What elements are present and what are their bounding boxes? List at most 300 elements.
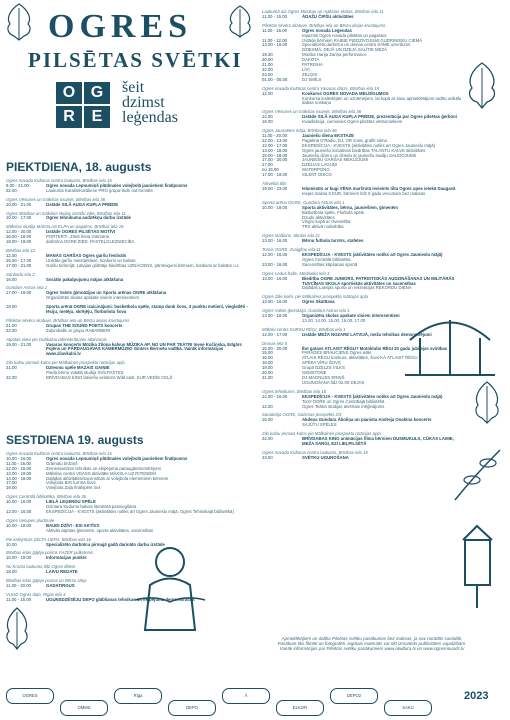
event-location: Brīvības ielas gājēju posms FAZER pulkstenis: [6, 550, 94, 556]
event-title: Dzintara Sodumu balvas literatūrā pasniegšana: [46, 504, 137, 510]
event-row: [6, 278, 251, 283]
event-title: GEMSTONE: [302, 370, 327, 376]
event-time: 22.00: [6, 375, 17, 380]
event-row: [6, 216, 251, 221]
event-title: PARĀDES BRAUCIENS Ogres ielās: [302, 350, 372, 356]
event-title: ATLAIS RĒGU konkurs, aktivitātes, šovs KĀ ATLAIST RĒGU: [302, 355, 418, 361]
event-title: JAUNIEŠU GARŠAS MEKLĒJUMI: [302, 157, 369, 163]
event-row: [262, 381, 467, 386]
event-location: Pilsētas skvēra skatuve, Brīvības iela un Bērzu alejas krustojums: [6, 317, 130, 323]
event-row: [262, 263, 467, 268]
event-location: Ogres Vēstures un mākslas muzejs, Brīvības iela 36: [6, 196, 106, 202]
event-title: DJ MAGNUSS ERIŅŠ: [302, 375, 345, 380]
event-time: 12.00 - 15.00: [6, 465, 32, 471]
event-time: 21.00: [6, 365, 17, 371]
event-time: 16.00: [6, 276, 17, 282]
event-location: Laukumā aiz Ogres Mūzikas un mākslas skolas, Brīvības iela 11: [262, 9, 384, 14]
event-group: [262, 110, 467, 125]
event-title: Ogres novada Leģendas: [302, 27, 352, 33]
event-title: Organizētās skolas apskate visiem interesentiem: [46, 295, 140, 301]
event-time: 12.00 - 16.00: [262, 393, 288, 399]
event-title: Bērnu futbola turnīrs, stafetes: [302, 238, 364, 244]
title-pilsetas-svetki: PILSĒTAS SVĒTKI: [28, 48, 243, 72]
logo-letter-g: G: [84, 82, 110, 104]
event-group: [6, 179, 251, 194]
event-time: 18.00: [262, 360, 273, 366]
event-location: No Krasta laukuma līdz Ogres tiltiem: [6, 564, 76, 570]
event-time: 10.00 - 17.00: [6, 215, 32, 221]
event-time: 19.00: [262, 365, 273, 371]
event-time: 12.00 - 20.00: [6, 229, 32, 235]
event-title: Sociālo pakalpojumu mājas atklāšana: [46, 276, 124, 282]
oak-leaf-icon: [462, 60, 502, 110]
event-time: 17.00 - 19.00: [262, 172, 288, 178]
event-title: Ēst gatavs ATLAIST RĒGU? Motoklubs RĒGI 20 gadu jubilejas svinības: [302, 345, 448, 351]
event-title: BRĪVDABAS KINO latviešu vesterns Wild east. KUR VEDĪS CEĻŠ: [46, 375, 173, 380]
event-group: [262, 413, 467, 428]
event-location: Ogres Centrālā bibliotēka, Brīvības iela 36: [6, 494, 87, 500]
event-row: [6, 529, 251, 534]
event-location: Ogres Mūzikas un mākslas skolas izstāžu zāle, Brīvības iela 11: [6, 210, 126, 216]
event-row: [6, 189, 251, 194]
event-title: Tornī OGRE un Ogres Centrālajā bibliotēkā: [302, 398, 385, 404]
event-time: 23.00: [262, 71, 273, 77]
event-title: EKSPEDĪCIJA - KVESTS (aktivitātes notiks arī Ogres Jaunieslu mājā): [302, 142, 436, 148]
event-time: 11.00 - 20.00: [6, 582, 32, 588]
event-time: 12.00: [6, 252, 17, 258]
slogan-line: dzimst: [122, 94, 165, 111]
event-title: PORTERTI. Zīmē Ilona Gūtmane: [46, 234, 110, 240]
event-location: Brīvības ielas gājēju posms un Bērzu aleja: [6, 578, 87, 584]
event-row: [6, 486, 251, 491]
event-location: Zilo kalnu pirmais kalns pie Mālkalnes prospekta rotācijas apļa: [6, 360, 125, 366]
event-title: Dzudo aktivitātes: [302, 214, 335, 220]
event-title: SPĒKA VĪRU ŠOVS: [302, 360, 341, 366]
event-time: 12.00 - 16.00: [6, 508, 32, 514]
event-time: 13.00 - 16.00: [262, 238, 288, 244]
event-title: SAJŪTU SPĒLES: [302, 422, 337, 428]
event-title: Izstāde OGRES PILSĒTAS MOTĪVI: [46, 229, 116, 235]
title-ogres: OGRES: [48, 8, 193, 45]
event-location: Sporta arēna OGRE, Gundara Astras iela 1: [262, 199, 345, 205]
event-title: Unikālo garšu meistarklase, konkursi un balvas: [46, 257, 136, 263]
event-title: Dzīesmu spēle MAZAIS GAIŅIE: [46, 365, 110, 371]
saturday-schedule-right: [262, 10, 467, 465]
event-time: 13.00 - 16.00: [262, 275, 288, 281]
event-title: GADATIRGUS: [46, 582, 75, 588]
event-time: 13.00 - 18.00: [262, 147, 288, 153]
event-row: [262, 120, 467, 125]
event-time: 13.00 - 16.00: [262, 261, 288, 267]
event-title: MANAS GARŠAS Ogres garšu festivāls: [46, 252, 127, 258]
event-title: Ogres Valsts ģimnāzijas un Sporta arēnas OGRE atklāšana: [46, 290, 167, 296]
event-time: 13.00 - 18.00: [262, 313, 288, 319]
event-time: [6, 529, 46, 534]
event-title: UGUNOŠANA līdz 02.00 DEJAS: [302, 379, 365, 385]
event-group: [6, 361, 251, 381]
event-title: Sporta arēnā OGRE izaicinājumi: basketbola spēle, stamp dunk šovs, 3 punktu metieni, vieglatlēti - lēciju, metēju, skrējēju, florbolistu šova: [46, 304, 248, 315]
event-row: [262, 286, 467, 291]
event-group: [262, 182, 467, 197]
event-time: 01.00 - 05.00: [262, 76, 288, 82]
event-title: EKSPEDĪCIJA - KVESTS (aktivitātes notiks arī Ogres Jaunieslu mājā): [302, 393, 443, 399]
event-title: Aktīvās atpūtas ģimenēm, sporta aktivitātes, sacensības: [46, 527, 153, 533]
event-time: 16.00 - 18.00: [6, 234, 32, 240]
event-group: [6, 212, 251, 222]
event-title: 13.00, 14.00, 15.00, 16.00, 17.00: [302, 317, 366, 323]
event-group: [6, 286, 251, 301]
event-title: EKSPEDĪCIJA - KVESTS (aktivitātes notiks arī Ogres Jaunieslu mājā): [302, 251, 443, 257]
event-group: [6, 305, 251, 315]
event-time: 12.00: [262, 114, 273, 120]
event-title: LAIVU REGATE: [46, 569, 78, 575]
event-location: Drovas iela 5: [262, 340, 288, 346]
event-time: 17.00 - 20.00: [262, 157, 288, 163]
event-time: 16.00: [262, 355, 273, 361]
event-location: Ogres tehnikums, Brīvības iela 16: [262, 388, 327, 394]
event-location: Zilo kalnu pirmais kalns pie Mālkalnes prospekta rotācijas apļa: [262, 431, 381, 437]
footer-note-line: Vairāk informācijas par Pilsētas svētku pasākumiem www.okultura.lv un www.ogresnovads.lv: [279, 646, 465, 651]
event-row: [6, 296, 251, 301]
event-time: 19.00 - 21.00: [6, 341, 32, 347]
event-title: Grupa DZELZS VILKS: [302, 365, 345, 371]
event-title: Ogres novada Lepnumiņš plūdmales volejbolā jaunietiem finālposms: [46, 182, 188, 188]
event-time: 17.00: [6, 480, 17, 486]
event-time: 11.00 - 20.00: [262, 132, 288, 138]
event-title: Volejbola BIG turnīra šovs: [46, 480, 96, 486]
event-title: Ogres Teātra studijas atvērtais mēģinājums: [302, 403, 385, 409]
event-title: Konkurss OGRES NOVADA MELDĪGUMOS: [302, 90, 389, 96]
event-title: UGUNSDZĒSĒJU DEPO glābšanas tehnikas un ekipējuma demonstrācija: [46, 596, 195, 602]
event-location: Ogres stadions, Skolas iela 21: [262, 233, 321, 239]
sponsor-logo: SAKU: [384, 700, 432, 716]
event-row: [262, 423, 467, 428]
year-label: 2023: [464, 690, 489, 702]
event-time: 12.00 - 17.00: [262, 331, 288, 337]
event-time: 21.00: [262, 375, 273, 380]
event-row: [6, 264, 251, 269]
event-row: [262, 239, 467, 244]
day-heading-friday: PIEKTDIENA, 18. augusts: [6, 160, 152, 174]
event-title: Konkursa ieslēvlējām un uzņēmējiem, lai kopā ar savu apmeklētājiem radītu unikālu dabas noskaņu: [302, 95, 462, 106]
sponsor-logo: OMMS: [60, 700, 108, 716]
sponsor-logo: OGRES: [6, 688, 54, 704]
event-location: Sanatorija OGRE, Gaismas prospekts 2/4: [262, 412, 342, 418]
event-title: Grupas THE SOUND POETS koncerts: [46, 322, 123, 328]
event-title: Ieejas maksa 5 EUR, bērniem līdz 5 gadu vecumam bez maksas: [302, 190, 426, 196]
sponsor-logo: Ā: [222, 688, 270, 704]
event-title: Pagalmā O'Radio, DJ, GR zona, grafiti siena: [302, 137, 387, 143]
event-group: [262, 451, 467, 461]
event-title: Biedrība OGRE JUNIORS, PATRIOTISKĀS AUDZINĀŠANAS UN MILITĀRĀS TUVCĪŅAS SKOLA sportiskās aktivitātes un sacensības: [302, 275, 455, 286]
event-location: Ogres Vēstures un mākslas muzejs, Brīvības iela 36: [262, 109, 362, 115]
event-group: [262, 87, 467, 107]
event-time: 11.00 - 15.00: [262, 13, 288, 19]
event-title: Sacensības kāpšanas sportā: [302, 261, 358, 267]
event-title: Ogres tehnikuma audzēkņu darbu izstāde: [46, 215, 132, 221]
event-title: Laukuma Karalis/Karaliene PRO grupa-Side out formāts: [46, 187, 153, 193]
event-location: Pilsētas skvēra skatuve, Brīvības iela un Bērzu alejas krustojums: [262, 22, 386, 28]
event-row: [262, 78, 467, 83]
event-time: 19.00: [6, 485, 17, 491]
sponsor-logo: DEPO2: [330, 688, 378, 704]
event-row: [262, 225, 467, 230]
event-time: 12.00: [262, 403, 273, 409]
event-time: 11.00 - 12.00: [262, 37, 288, 43]
event-title: DZELIAS LAGUŅI: [302, 162, 338, 168]
footer-note-line: Apmeklētājiem un dalība Pilsētas svētku pasākumos bez maksas, ja nav norādīts savādāk.: [281, 636, 463, 641]
event-time: 23.50: [262, 454, 273, 460]
event-title: WATERPONG: [302, 167, 330, 173]
event-time: 12.00: [262, 90, 273, 96]
event-location: Ogres Ledus halle, Mednieku iela 3: [262, 270, 330, 276]
event-time: 12.00 - 16.00: [262, 251, 288, 257]
event-title: Basketbola spēle, Florbola spēle: [302, 209, 365, 215]
event-location: Ogres novada Kultūras centra laukums, Brīvības iela 15: [262, 449, 368, 455]
event-time: 10.00 - 18.00: [6, 522, 32, 528]
event-title: Zaļumballe ar grupu RABARBERI: [46, 327, 111, 333]
event-row: [6, 305, 251, 315]
event-row: [262, 97, 467, 107]
event-location: Ogres Zilie kalni, pie Mālkalnes prospekta rotācijas apļa: [262, 294, 369, 300]
statue-illustration: [115, 540, 225, 635]
event-location: VUGD Ogres daļa, Rīgas iela 4: [6, 591, 66, 597]
ogre-logo: [56, 82, 114, 128]
event-time: 10.00: [6, 541, 17, 547]
event-row: [262, 192, 467, 197]
event-time: 15.00: [262, 350, 273, 356]
event-title: DAKOTA: [302, 57, 320, 63]
event-time: [262, 225, 302, 230]
event-title: Jauniešu diena EKSTAZE: [302, 132, 354, 138]
event-title: SVĒTKU UGUNOŠANA: [302, 454, 349, 460]
event-location: Mākslas studija MĀKSLAS ELPA un pagalms, Brīvības iela 16: [6, 224, 124, 230]
event-group: [6, 495, 251, 515]
slogan: [122, 80, 178, 125]
pavilion-illustration: [400, 300, 500, 380]
event-time: 13.00 - 15.00: [262, 42, 288, 48]
event-title: Daļādas aktivitātes/sacensības ar volejbola elementiem bērniem: [46, 475, 169, 481]
event-title: darbnīca OGRE ZIED. PASTEĻGLEZNIECĪBA: [46, 239, 135, 245]
event-group: [262, 432, 467, 447]
event-time: 15.00 - 18.00: [262, 152, 288, 158]
event-title: Ielumināts ar kugi VĒNA maršrutā ievieinīs tilta Ogres upes ietekā Daugavā: [302, 186, 456, 191]
day-heading-saturday: SESTDIENA 19. augusts: [6, 433, 144, 447]
event-group: [6, 452, 251, 491]
event-time: [262, 286, 302, 291]
event-time: 17.00: [262, 162, 273, 168]
event-title: Vasaras koncerts Mūzika Ziloņa kalvus MŪZIKA AP, NO UN PAR TEĀTRI Inese Kučinska, Edgārs Pujēns un PĀRDAUGAVAS KAMERMŪZIĶI Ginters Bernsēa vadībā. Vairāk informācijas www.zilavkalni.lv: [46, 341, 242, 357]
event-time: 21.00: [262, 62, 273, 68]
event-location: Gundars Astras iela 1: [6, 285, 48, 291]
event-title: Grāmatu tirdziņš: [46, 460, 78, 466]
event-time: 10.00 - 16.00: [6, 499, 32, 505]
event-group: [6, 319, 251, 334]
event-time: 18.00: [6, 304, 17, 310]
friday-schedule: [6, 179, 251, 385]
event-time: 19.00 - 23.00: [262, 186, 288, 191]
event-row: [6, 240, 251, 245]
event-location: Tornis OGRE, Zvaigžņu iela 11: [262, 247, 321, 253]
event-title: SILENT DISCO: [302, 172, 332, 178]
event-title: Izstāde MEŽA NOZARE LATVIJĀ, meža tehnikas demonstrējumi: [302, 331, 432, 337]
event-location: Sūnbūdu iela 2: [6, 271, 35, 277]
event-time: 17.00 - 19.00: [6, 290, 32, 296]
event-row: [262, 405, 467, 410]
event-title: Izstāde SILĀ AUGA KUPLA PRIEDE: [46, 201, 119, 207]
event-title: Specializēto darbnīcu un dienas centra SAME uzvedums: [302, 42, 411, 48]
event-row: [262, 15, 467, 20]
event-time: 12.00 - 17.00: [262, 142, 288, 148]
slogan-line: šeit: [122, 79, 145, 96]
event-time: 10.00 - 21.00: [6, 201, 32, 207]
event-time: 22.00: [6, 327, 17, 333]
event-title: Pieda bērnu vokālā studija SVILPASTES: [46, 370, 124, 376]
event-group: [262, 129, 467, 178]
event-group: [6, 225, 251, 245]
event-title: Iepazīsti Ogres novada pilsētas un pagastus: [302, 32, 387, 38]
event-title: ĀDAŽU ČIPŠU aktivitātes: [302, 13, 354, 19]
event-group: [262, 10, 467, 20]
event-time: [262, 423, 302, 428]
event-title: Izstāde bērniem RAIBIE PIEDZĪVOJUMI GUDRINIEKU CIEMĀ: [302, 37, 423, 43]
event-row: [262, 173, 467, 178]
slogan-line: leģendas: [122, 109, 178, 126]
event-group: [6, 198, 251, 208]
event-time: 20.00: [262, 370, 273, 376]
event-title: Akdeņa Gundara Āboliņa un pianista Andreja Osokina koncerts: [302, 417, 432, 423]
sponsor-logo: ELKOR: [276, 700, 324, 716]
lantern-illustration: [455, 520, 500, 610]
event-title: Daļādas Latvijas sporta un rekreācijas REKORDU DIENA: [302, 285, 412, 291]
sponsor-logo: Rīga: [114, 688, 162, 704]
event-title: ZELĢIS: [302, 71, 318, 77]
oak-branch-illustration: [450, 445, 505, 505]
event-title: Informācijas punkts: [46, 555, 87, 561]
event-location: Mākslu centrs KURSU RĒĢI, Brīvības iela 1: [262, 326, 346, 332]
event-title: BAUDI DZĪVI - ESI AKTĪVS: [46, 522, 100, 528]
logo-letter-o: O: [56, 82, 82, 104]
event-title: Volejbola Zaļa finālspēle 4x4: [46, 485, 101, 491]
event-location: Ogres novada Kultūras centra laukums, Brīvības iela 15: [6, 451, 112, 456]
event-time: [6, 296, 46, 301]
event-title: EKSPEDĪCIJA - KVESTS (aktivitātes notiks arī Ogres Jaunieslu mājā, Ogres Tehniskajā bibliotēkā): [46, 508, 234, 514]
event-time: 19.30: [262, 52, 273, 58]
event-time: 15.00 - 17.00: [6, 257, 32, 263]
logo-letter-r: R: [56, 106, 82, 128]
event-time: 14.00 - 18.00: [6, 475, 32, 481]
event-title: Sporta aktivitātes, bērnu, jauniešiem, ģimenēm: [302, 204, 398, 210]
event-time: 11.00 - 16.00: [6, 460, 32, 466]
event-time: 13.00 - 19.00: [6, 470, 32, 476]
event-time: 22.00: [262, 436, 273, 442]
event-title: BRĪVDABAS KINO animācijas filma bērniem DUSMUKULS, CŪKAS LAIME, MEŽA SARGI, EZI LIELPILSĒTĀ: [302, 436, 454, 446]
event-location: Ogres Valsts ģimnāzija, Gundara Astras iela 1: [262, 308, 350, 314]
event-title: Mākslas centra VDASS aktivitāte MĀKSLA UZ RITENIEM: [46, 470, 156, 476]
event-group: [262, 272, 467, 292]
event-time: 16.00: [262, 417, 273, 423]
event-time: 10.00 - 19.00: [262, 204, 288, 210]
event-title: PATRISHA: [302, 62, 323, 68]
event-time: [262, 319, 302, 324]
event-title: Specializēto darbnīcu pirmajā gadā darināto darbu izstāde: [46, 541, 165, 547]
event-location: Ogres novada Kultūras centra laukums, Brīvības iela 15: [6, 178, 112, 183]
event-group: [6, 519, 251, 534]
event-group: [6, 249, 251, 269]
oak-leaf-icon: [470, 380, 504, 424]
event-title: DZIESMĀ, DEJĀ UN DZEJĀ SALĪTIE MEZĀ: [302, 47, 387, 53]
event-group: [262, 201, 467, 230]
event-time: 16.00: [262, 119, 273, 125]
sponsor-logo: DEPO: [168, 700, 216, 716]
event-time: 12.00 - 13.00: [262, 137, 288, 143]
event-row: [262, 456, 467, 461]
event-title: LĪVI: [302, 66, 310, 72]
event-title: Jauniešu dzieru un dziedu ar jauniešu studiju SALIDOJUMS: [302, 152, 417, 158]
event-location: Ogres novada Kultūras centra Vasaras dārzs, Brīvības iela 15: [262, 85, 380, 91]
event-time: 21.00: [6, 322, 17, 328]
event-group: [262, 390, 467, 410]
event-time: no 15.00: [262, 167, 279, 173]
event-group: [262, 234, 467, 244]
event-time: 11.00 - 15.00: [6, 596, 32, 602]
event-row: [6, 343, 251, 358]
event-row: [6, 376, 251, 381]
event-time: 22.00: [6, 187, 17, 193]
event-title: Ogres Skatītava: [302, 299, 335, 305]
event-time: 22.00: [262, 66, 273, 72]
event-time: [262, 381, 302, 386]
event-time: 9.00 - 21.00: [6, 182, 29, 188]
event-time: 15.00 - 20.00: [262, 345, 288, 351]
event-row: [262, 437, 467, 447]
event-title: Ogres Centrālā bibliotēka: [302, 256, 351, 262]
event-row: [6, 510, 251, 515]
event-time: [262, 97, 302, 107]
sponsor-logos: [6, 686, 461, 716]
event-time: 18.00 - 19.00: [6, 239, 32, 245]
event-title: Ogres jauniešu iniciatīvas biedrības TALANTU KALVE aktivitātes: [302, 147, 426, 153]
event-time: 10.00 - 16.00: [6, 455, 32, 461]
event-location: Ogres Vecupes pludmale: [6, 517, 55, 523]
event-row: [6, 203, 251, 208]
event-title: TRX aktivā nodarbība: [302, 224, 344, 230]
event-time: 20.00: [262, 57, 273, 63]
event-location: Atpūtas vieta pie Dubkalnu ūdenskrātuves atlaivarais: [6, 336, 107, 342]
footer-note: [262, 636, 482, 651]
event-title: DJ EMĪLS: [302, 76, 322, 82]
poster-header: [10, 8, 255, 158]
event-title: Ievadlekcija, ciemosies Ogres pilsētas vēsturniekiem: [302, 119, 403, 125]
event-time: 13.00 - 19.00: [262, 299, 288, 305]
event-location: Brīvības iela 12: [6, 247, 36, 253]
logo-letter-e: E: [84, 106, 110, 128]
event-title: LIELĀ LEĢENDU SPĒLE: [46, 499, 96, 505]
event-title: Mūzika Harija Zariņa performance: [302, 52, 367, 58]
event-time: 17.00 - 21.00: [6, 262, 32, 268]
event-title: Vingro kopā ar Oveselība: [302, 219, 351, 225]
event-group: [262, 24, 467, 83]
event-row: [6, 329, 251, 334]
event-title: Garšu teritorijā: Latvijas grilētāju biedrības UZNĀCIENS, pārsteigumi bērniem, konkursi ar balvām u.c: [46, 262, 239, 268]
event-group: [6, 338, 251, 358]
event-title: Ogres novada Lepnumiņš plūdmales volejbolā jaunietiem finālposms: [46, 455, 188, 461]
footer-note-line: Pasākum tiks filmēti un fotografēti, iegūtais materiāls var tikt izmantots publicitātes vajadzībām.: [277, 641, 467, 646]
event-time: 18.00: [6, 569, 17, 575]
event-title: Organizēta skolas apskate visiem interesentiem: [302, 313, 400, 319]
event-location: Ārkvelda tilts: [262, 181, 287, 187]
event-time: 15.00 - 19.00: [6, 555, 32, 561]
